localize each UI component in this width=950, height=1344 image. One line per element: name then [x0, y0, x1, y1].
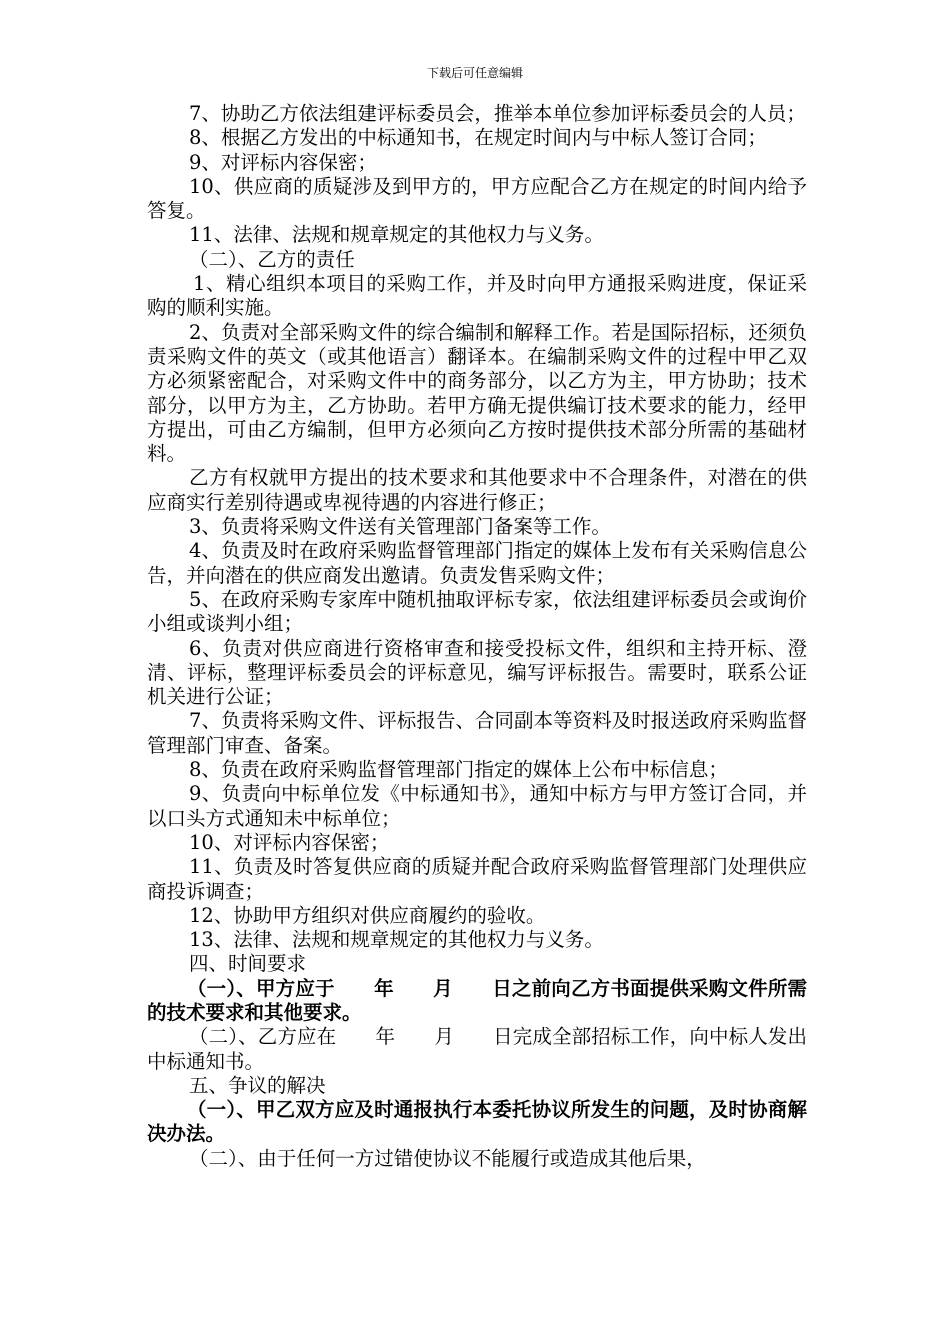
paragraph: 13、法律、法规和规章规定的其他权力与义务。 [189, 928, 604, 952]
paragraph: 8、根据乙方发出的中标通知书，在规定时间内与中标人签订合同； [189, 126, 767, 150]
paragraph: 3、负责将采购文件送有关管理部门备案等工作。 [189, 515, 611, 539]
paragraph: 五、争议的解决 [189, 1073, 326, 1097]
section-subheading: （二）、乙方的责任 [189, 247, 355, 271]
paragraph: 7、协助乙方依法组建评标委员会，推举本单位参加评标委员会的人员； [189, 102, 806, 125]
paragraph: 9、对评标内容保密； [189, 150, 377, 174]
paragraph: 5、在政府采购专家库中随机抽取评标专家，依法组建评标委员会或询价小组或谈判小组； [147, 587, 807, 636]
paragraph: （二）、乙方应在 年 月 日完成全部招标工作，向中标人发出中标通知书。 [147, 1025, 807, 1073]
paragraph: （二）、由于任何一方过错使协议不能履行或造成其他后果， [189, 1146, 706, 1170]
paragraph: 8、负责在政府采购监督管理部门指定的媒体上公布中标信息； [189, 758, 728, 782]
paragraph: 1、精心组织本项目的采购工作，并及时向甲方通报采购进度，保证采购的顺利实施。 [147, 272, 807, 320]
paragraph: 6、负责对供应商进行资格审查和接受投标文件，组织和主持开标、澄清、评标，整理评标委员会的评标意见，编写评标报告。需要时，联系公证机关进行公证； [147, 636, 807, 709]
paragraph: 11、法律、法规和规章规定的其他权力与义务。 [189, 223, 604, 247]
paragraph: 7、负责将采购文件、评标报告、合同副本等资料及时报送政府采购监督管理部门审查、备案。 [147, 709, 807, 757]
section-heading: （一）、甲乙双方应及时通报执行本委托协议所发生的问题，及时协商解决办法。 [147, 1098, 807, 1146]
paragraph: 12、协助甲方组织对供应商履约的验收。 [189, 903, 546, 927]
paragraph: 2、负责对全部采购文件的综合编制和解释工作。若是国际招标，还须负责采购文件的英文（或其他语言）翻译本。在编制采购文件的过程中甲乙双方必须紧密配合，对采购文件中的商务部分，以乙方为主，甲方协助；技术部分，以甲方为主，乙方协助。若甲方确无提供编订技术要求的能力，经甲方提出，可由乙方编制，但甲方必须向乙方按时提供技术部分所需的基础材料。 [147, 320, 807, 466]
section-heading: （一）、甲方应于 年 月 日之前向乙方书面提供采购文件所需的技术要求和其他要求。 [147, 976, 807, 1024]
paragraph: 9、负责向中标单位发《中标通知书》，通知中标方与甲方签订合同，并以口头方式通知未中标单位； [147, 782, 807, 830]
paragraph: 乙方有权就甲方提出的技术要求和其他要求中不合理条件，对潜在的供应商实行差别待遇或卑视待遇的内容进行修正； [147, 466, 807, 514]
document-body [147, 102, 807, 1171]
page-header-note: 下载后可任意编辑 [426, 66, 523, 80]
paragraph: 11、负责及时答复供应商的质疑并配合政府采购监督管理部门处理供应商投诉调查； [147, 855, 807, 903]
paragraph: 10、供应商的质疑涉及到甲方的，甲方应配合乙方在规定的时间内给予答复。 [147, 174, 807, 223]
paragraph: 4、负责及时在政府采购监督管理部门指定的媒体上发布有关采购信息公告，并向潜在的供应商发出邀请。负责发售采购文件； [147, 539, 807, 587]
paragraph: 四、时间要求 [189, 952, 307, 976]
paragraph: 10、对评标内容保密； [189, 830, 390, 854]
